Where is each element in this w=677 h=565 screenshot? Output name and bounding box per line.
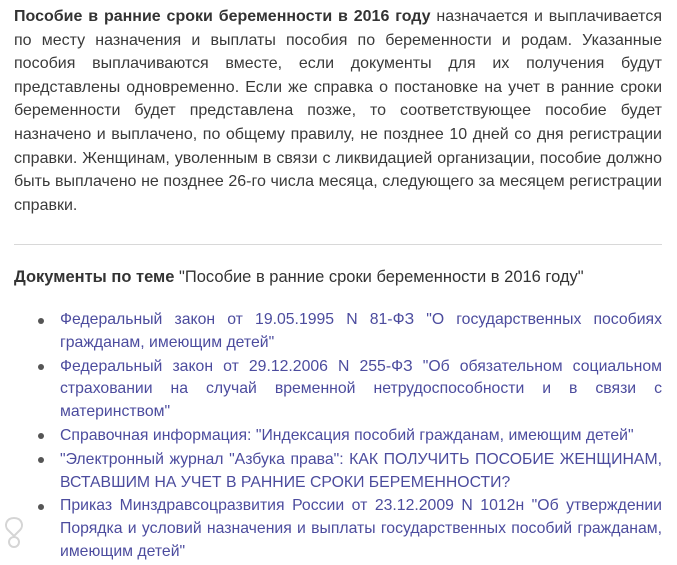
watermark-icon (0, 512, 28, 552)
list-item (34, 356, 662, 424)
document-link[interactable]: Федеральный закон от 29.12.2006 N 255-ФЗ "Об обязательном социальном страховании на случай временной нетрудоспособности и в связи с материнством" (60, 357, 662, 421)
bullet-icon (38, 504, 44, 510)
document-link[interactable]: Приказ Минздравсоцразвития России от 23.12.2009 N 1012н "Об утверждении Порядка и условий назначения и выплаты государственных пособий гражданам, имеющим детей" (60, 497, 662, 560)
document-link[interactable]: "Электронный журнал "Азбука права": КАК ПОЛУЧИТЬ ПОСОБИЕ ЖЕНЩИНАМ, ВСТАВШИМ НА УЧЕТ В РАННИЕ СРОКИ БЕРЕМЕННОСТИ? (60, 450, 662, 491)
document-link[interactable]: Федеральный закон от 19.05.1995 N 81-ФЗ "О государственных пособиях гражданам, имеющим детей" (60, 311, 662, 351)
bullet-icon (38, 433, 44, 439)
document-link[interactable]: Справочная информация: "Индексация пособий гражданам, имеющим детей" (60, 426, 634, 444)
section-divider (14, 244, 662, 245)
list-item (34, 495, 662, 563)
intro-heading: Пособие в ранние сроки беременности в 2016 году (14, 8, 431, 25)
list-item (34, 449, 662, 495)
documents-title-bold: Документы по теме (14, 268, 175, 286)
documents-list (34, 309, 662, 565)
intro-paragraph (14, 5, 662, 217)
documents-title-rest: "Пособие в ранние сроки беременности в 2016 году" (174, 268, 584, 286)
bullet-icon (38, 364, 44, 370)
bullet-icon (38, 318, 44, 324)
documents-title (14, 265, 664, 289)
list-item (34, 425, 662, 448)
list-item (34, 309, 662, 355)
bullet-icon (38, 457, 44, 463)
intro-text: назначается и выплачивается по месту назначения и выплаты пособия по беременности и родам. Указанные пособия выплачиваются вместе, если документы для их получения будут представлены одновременно. Если же справка о постановке на учет в ранние сроки беременности будет представлена позже, то соответствующее пособие будет назначено и выплачено, по общему правилу, не позднее 10 дней со дня регистрации справки. Женщинам, уволенным в связи с ликвидацией организации, пособие должно быть выплачено не позднее 26-го числа месяца, следующего за месяцем регистрации справки. (14, 8, 662, 214)
